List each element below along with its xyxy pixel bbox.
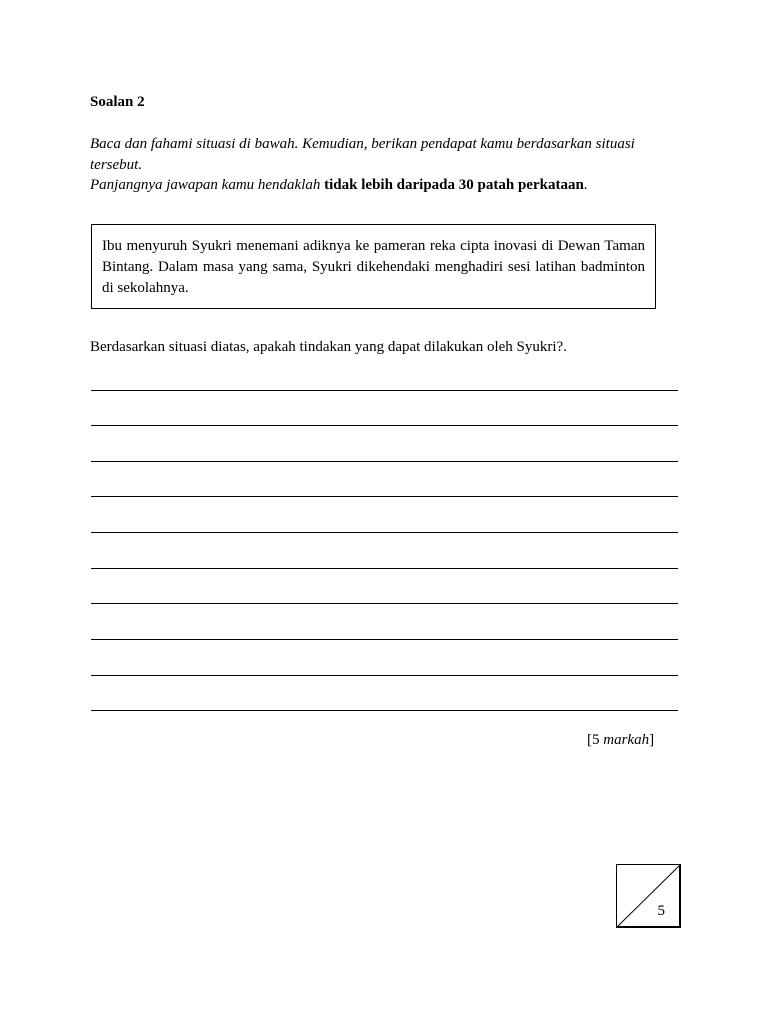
answer-line[interactable] — [91, 532, 678, 533]
answer-line[interactable] — [91, 568, 678, 569]
instruction-line-2-italic: Panjangnya jawapan kamu hendaklah — [90, 177, 325, 193]
marks-label — [587, 732, 654, 749]
answer-line[interactable] — [91, 639, 678, 640]
score-box — [616, 864, 681, 928]
question-prompt: Berdasarkan situasi diatas, apakah tindakan yang dapat dilakukan oleh Syukri?. — [90, 339, 567, 355]
instructions — [90, 134, 660, 196]
answer-line[interactable] — [91, 390, 678, 391]
situation-box: Ibu menyuruh Syukri menemani adiknya ke pameran reka cipta inovasi di Dewan Taman Bintang. Dalam masa yang sama, Syukri dikehendaki menghadiri sesi latihan badminton di sekolahnya. — [91, 224, 656, 309]
score-max: 5 — [657, 903, 665, 919]
question-heading: Soalan 2 — [90, 94, 145, 110]
answer-line[interactable] — [91, 425, 678, 426]
score-box-diagonal — [617, 865, 680, 927]
instruction-line-2 — [90, 175, 660, 196]
answer-line[interactable] — [91, 710, 678, 711]
answer-line[interactable] — [91, 603, 678, 604]
marks-word: markah — [603, 732, 650, 748]
answer-line[interactable] — [91, 675, 678, 676]
word-limit-text: tidak lebih daripada 30 patah perkataan — [324, 177, 584, 193]
marks-close: ] — [649, 732, 655, 748]
answer-line[interactable] — [91, 461, 678, 462]
instruction-line-1: Baca dan fahami situasi di bawah. Kemudian, berikan pendapat kamu berdasarkan situasi tersebut. — [90, 136, 635, 173]
instruction-line-2-end: . — [583, 177, 588, 193]
marks-open: [5 — [587, 732, 604, 748]
answer-line[interactable] — [91, 496, 678, 497]
